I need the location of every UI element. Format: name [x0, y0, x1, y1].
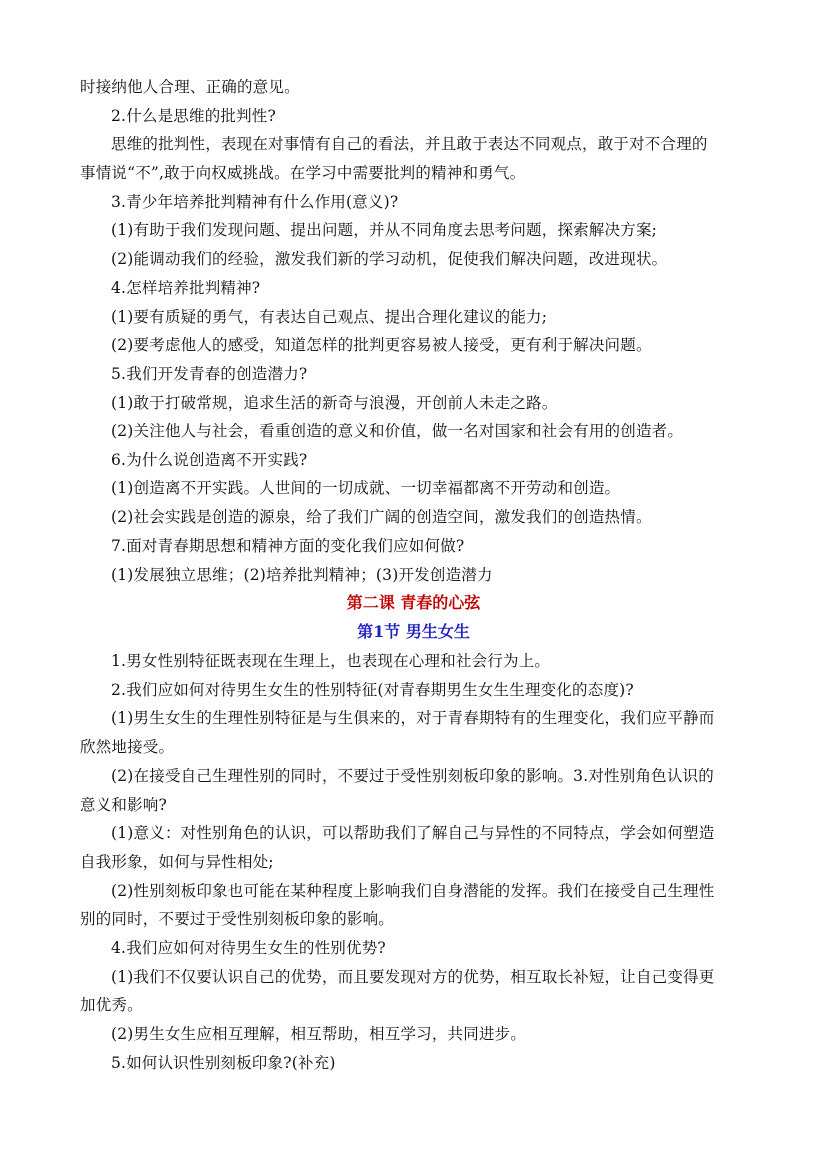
answer-line: (2)在接受自己生理性别的同时，不要过于受性别刻板印象的影响。3.对性别角色认识的 [111, 767, 714, 785]
answer-line: (1)意义：对性别角色的认识，可以帮助我们了解自己与异性的不同特点，学会如何塑造 [111, 824, 715, 842]
answer-line: (2)男生女生应相互理解，相互帮助，相互学习，共同进步。 [111, 1025, 527, 1043]
answer-line: (1)有助于我们发现问题、提出问题，并从不同角度去思考问题，探索解决方案; [111, 221, 658, 239]
answer-line: (2)要考虑他人的感受，知道怎样的批判更容易被人接受，更有利于解决问题。 [111, 336, 652, 354]
answer-line: 自我形象，如何与异性相处; [80, 853, 274, 871]
question-heading: 6.为什么说创造离不开实践? [111, 451, 308, 469]
answer-line: (2)能调动我们的经验，激发我们新的学习动机，促使我们解决问题，改进现状。 [111, 250, 668, 268]
answer-line: (2)关注他人与社会，看重创造的意义和价值，做一名对国家和社会有用的创造者。 [111, 422, 684, 440]
question-heading: 5.如何认识性别刻板印象?(补充) [111, 1054, 336, 1072]
answer-line: (1)敢于打破常规，追求生活的新奇与浪漫，开创前人未走之路。 [111, 394, 558, 412]
question-heading: 3.青少年培养批判精神有什么作用(意义)? [111, 193, 399, 211]
question-heading: 意义和影响? [80, 796, 168, 814]
question-heading: 2.我们应如何对待男生女生的性别特征(对青春期男生女生生理变化的态度)? [111, 681, 634, 699]
answer-line: 别的同时，不要过于受性别刻板印象的影响。 [80, 910, 395, 928]
paragraph-line: 1.男女性别特征既表现在生理上，也表现在心理和社会行为上。 [111, 652, 551, 670]
answer-line: 加优秀。 [80, 996, 143, 1014]
paragraph-line: 时接纳他人合理、正确的意见。 [80, 78, 300, 96]
answer-line: (1)男生女生的生理性别特征是与生俱来的，对于青春期特有的生理变化，我们应平静而 [111, 709, 715, 727]
question-heading: 5.我们开发青春的创造潜力? [111, 365, 308, 383]
answer-line: (1)发展独立思维；(2)培养批判精神；(3)开发创造潜力 [111, 566, 493, 584]
paragraph-line: 思维的批判性，表现在对事情有自己的看法，并且敢于表达不同观点，敢于对不合理的 [111, 135, 708, 153]
section-title: 第1节 男生女生 [357, 622, 470, 641]
answer-line: (2)性别刻板印象也可能在某种程度上影响我们自身潜能的发挥。我们在接受自己生理性 [111, 882, 715, 900]
answer-line: (1)我们不仅要认识自己的优势，而且要发现对方的优势，相互取长补短，让自己变得更 [111, 968, 715, 986]
answer-line: (1)要有质疑的勇气，有表达自己观点、提出合理化建议的能力; [111, 308, 548, 326]
answer-line: 欣然地接受。 [80, 738, 175, 756]
paragraph-line: 事情说“不”,敢于向权威挑战。在学习中需要批判的精神和勇气。 [80, 164, 526, 182]
answer-line: (2)社会实践是创造的源泉，给了我们广阔的创造空间，激发我们的创造热情。 [111, 508, 652, 526]
question-heading: 4.我们应如何对待男生女生的性别优势? [111, 939, 386, 957]
lesson-title: 第二课 青春的心弦 [346, 593, 481, 612]
answer-line: (1)创造离不开实践。人世间的一切成就、一切幸福都离不开劳动和创造。 [111, 479, 621, 497]
question-heading: 4.怎样培养批判精神? [111, 279, 261, 297]
question-heading: 2.什么是思维的批判性? [111, 107, 276, 125]
question-heading: 7.面对青春期思想和精神方面的变化我们应如何做? [111, 537, 465, 555]
